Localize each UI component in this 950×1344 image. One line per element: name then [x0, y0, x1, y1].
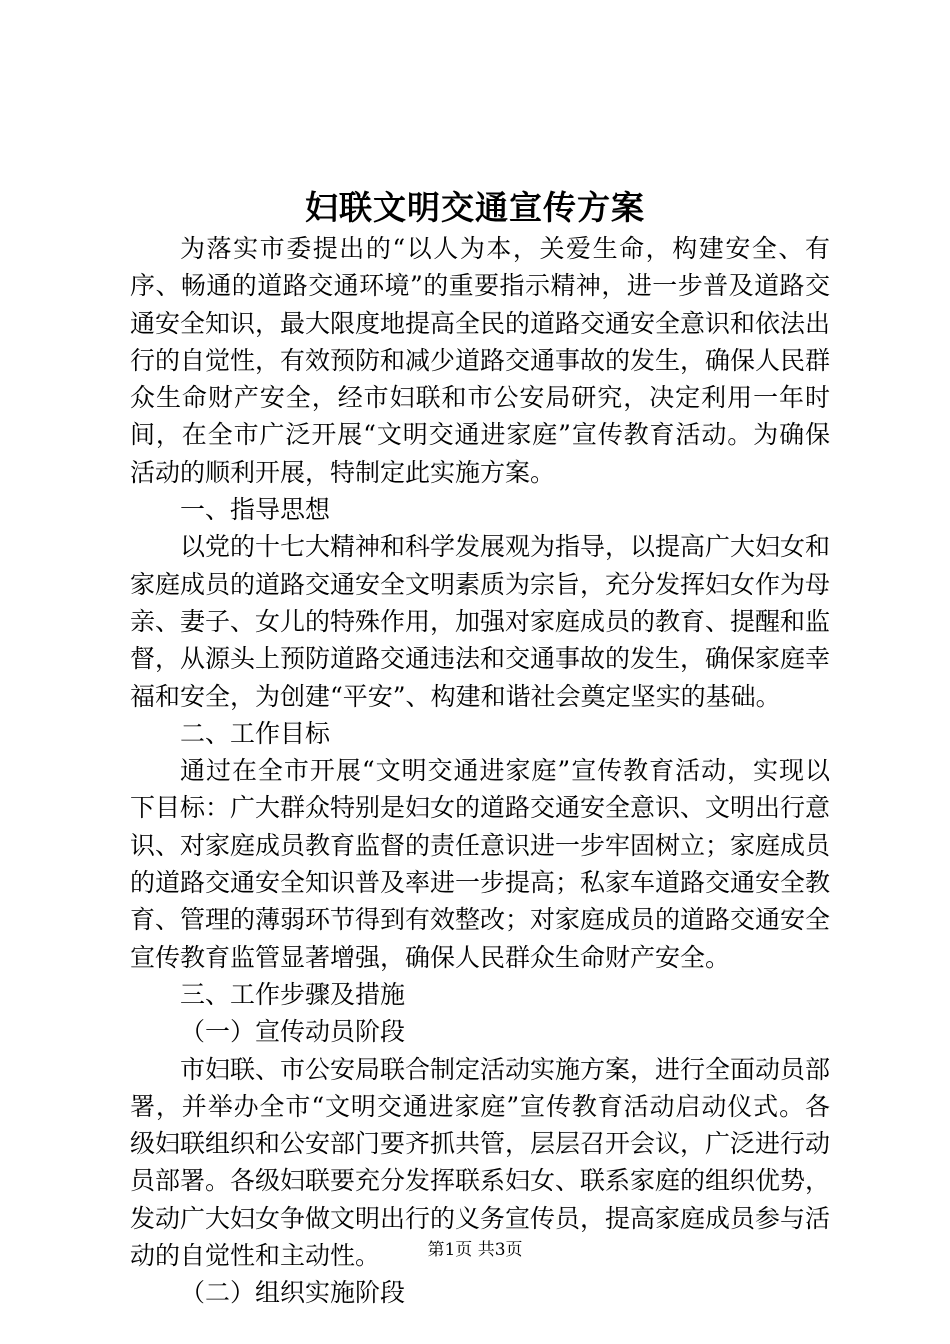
- subsection-heading-mobilization: （一）宣传动员阶段: [180, 1017, 406, 1047]
- section-paragraph-work-goals: 通过在全市开展“文明交通进家庭”宣传教育活动，实现以下目标：广大群众特别是妇女的道路交通安全意识、文明出行意识、对家庭成员教育监督的责任意识进一步牢固树立；家庭成员的道路交通安全知识普及率进一步提高；私家车道路交通安全教育、管理的薄弱环节得到有效整改；对家庭成员的道路交通安全宣传教育监管显著增强，确保人民群众生命财产安全。: [130, 756, 831, 972]
- subsection-paragraph-mobilization: 市妇联、市公安局联合制定活动实施方案，进行全面动员部署，并举办全市“文明交通进家庭”宣传教育活动启动仪式。各级妇联组织和公安部门要齐抓共管，层层召开会议，广泛进行动员部署。各级妇联要充分发挥联系妇女、联系家庭的组织优势，发动广大妇女争做文明出行的义务宣传员，提高家庭成员参与活动的自觉性和主动性。: [130, 1054, 831, 1271]
- document-title: 妇联文明交通宣传方案: [305, 188, 645, 227]
- subsection-heading-implementation: （二）组织实施阶段: [180, 1278, 406, 1308]
- section-heading-guiding-ideology: 一、指导思想: [180, 495, 331, 525]
- document-body: [130, 230, 830, 1312]
- section-heading-work-goals: 二、工作目标: [180, 718, 331, 748]
- section-heading-steps-measures: 三、工作步骤及措施: [180, 979, 406, 1009]
- intro-paragraph: 为落实市委提出的“以人为本，关爱生命，构建安全、有序、畅通的道路交通环境”的重要指示精神，进一步普及道路交通安全知识，最大限度地提高全民的道路交通安全意识和依法出行的自觉性，有效预防和减少道路交通事故的发生，确保人民群众生命财产安全，经市妇联和市公安局研究，决定利用一年时间，在全市广泛开展“文明交通进家庭”宣传教育活动。为确保活动的顺利开展，特制定此实施方案。: [130, 234, 831, 487]
- section-paragraph-guiding-ideology: 以党的十七大精神和科学发展观为指导，以提高广大妇女和家庭成员的道路交通安全文明素质为宗旨，充分发挥妇女作为母亲、妻子、女儿的特殊作用，加强对家庭成员的教育、提醒和监督，从源头上预防道路交通违法和交通事故的发生，确保家庭幸福和安全，为创建“平安”、构建和谐社会奠定坚实的基础。: [130, 532, 831, 711]
- page-footer: 第1页 共3页: [427, 1240, 523, 1260]
